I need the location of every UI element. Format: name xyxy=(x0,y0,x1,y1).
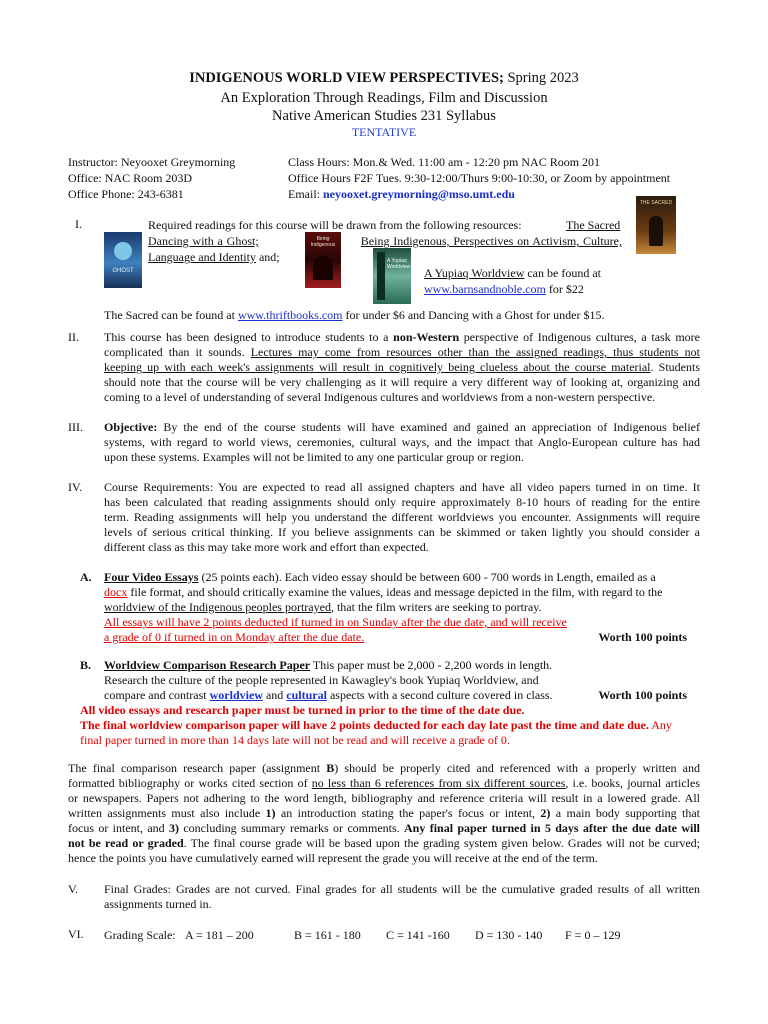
a-red-line-1: All essays will have 2 points deducted if turned in on Sunday after the due date, and will receive xyxy=(104,615,567,629)
book-the-sacred: The Sacred xyxy=(566,218,621,232)
a-text: file format, and should critically examine the values, ideas and message depicted in the film, with regard to the xyxy=(127,585,663,599)
tentative-label: TENTATIVE xyxy=(351,125,417,139)
s4-line-5: different class as this may take more work and effort than expected. xyxy=(104,540,429,554)
fp-underlined: no less than 6 references from six different sources xyxy=(311,776,566,790)
section-4-numeral: IV. xyxy=(68,480,83,494)
s2-text: complicated than it sounds. xyxy=(104,345,251,359)
office-phone: Office Phone: 243-6381 xyxy=(68,187,184,201)
fp-line-5 xyxy=(68,821,700,836)
s3-line-3: upon these systems. Examples will not be limited to any one particular group or region. xyxy=(104,450,524,464)
s3-line-2: systems, with regard to world views, ceremonies, cultural ways, and the impact that Anglo-European culture has had xyxy=(104,435,700,449)
grade-a: A = 181 – 200 xyxy=(185,928,254,942)
cover-band xyxy=(377,252,385,300)
book-dancing-with-a-ghost: Dancing with a Ghost; xyxy=(148,234,259,248)
s2-underlined: keeping up with each week's assignments will result in cognitively being clueless about the course material xyxy=(104,360,651,374)
figure-silhouette xyxy=(649,216,663,246)
term: Spring 2023 xyxy=(503,70,579,86)
b-text: compare and contrast xyxy=(104,688,210,702)
b-line-1 xyxy=(104,658,689,673)
book-line-4 xyxy=(424,281,584,297)
cover-title: THE SACRED xyxy=(639,200,673,206)
book-line-3 xyxy=(424,265,601,281)
cover-figure xyxy=(313,256,333,280)
late-policy-line-3: final paper turned in more than 14 days late will not be read and will receive a grade of 0. xyxy=(80,733,510,747)
cover-figure xyxy=(114,242,132,260)
a-red-line-2: a grade of 0 if turned in on Monday after the due date. xyxy=(104,630,365,644)
grade-d: D = 130 - 140 xyxy=(475,928,543,942)
section-1-numeral: I. xyxy=(75,217,82,231)
s2-text: This course has been designed to introduce students to a xyxy=(104,330,394,344)
fp-text: The final comparison research paper (assignment xyxy=(68,761,327,775)
docx-text: docx xyxy=(104,585,128,599)
sacred-availability xyxy=(104,307,604,323)
fp-text: a main body supporting that xyxy=(550,806,700,820)
book-line-1 xyxy=(148,233,622,249)
schedule-info xyxy=(288,154,670,202)
dancing-with-a-ghost-cover-image xyxy=(104,232,142,288)
barnes-noble-link[interactable]: www.barnsandnoble.com xyxy=(424,282,546,296)
cover-title: GHOST xyxy=(112,268,134,274)
book-yupiaq-worldview: A Yupiaq Worldview xyxy=(424,266,525,280)
final-paper-paragraph xyxy=(68,761,700,866)
email-link[interactable]: neyooxet.greymorning@mso.umt.edu xyxy=(323,187,515,201)
yupiaq-worldview-cover-image xyxy=(373,248,411,304)
s4-line-3: term. Reading assignments will help you understand the different worldviews you encounter. Assignments will require xyxy=(104,510,700,524)
section-5-numeral: V. xyxy=(68,882,79,896)
s3-text: By the end of the course students will have examined and gained an appreciation of Indigenous belief xyxy=(157,420,700,434)
s3-line-1 xyxy=(104,420,700,435)
fp-text: written assignments must also include xyxy=(68,806,266,820)
grade-c: C = 141 -160 xyxy=(386,928,450,942)
section-3-text xyxy=(104,420,700,465)
grade-f: F = 0 – 129 xyxy=(565,928,621,942)
b-line-2: Research the culture of the people represented in Kawagley's book Yupiaq Worldview, and xyxy=(104,673,539,687)
a-line-3 xyxy=(104,600,689,615)
fp-bold: 1) xyxy=(265,806,276,820)
s2-underlined: Lectures may come from resources other than the assigned readings, thus students not xyxy=(250,345,701,359)
fp-bold: 3) xyxy=(169,821,180,835)
fp-line-1 xyxy=(68,761,700,776)
fp-bold: B xyxy=(326,761,335,775)
cover-title: Being Indigenous xyxy=(310,236,336,248)
fp-text: focus or intent, and xyxy=(68,821,170,835)
late-policy-text: Any xyxy=(648,718,672,732)
document-title xyxy=(0,70,768,87)
office-hours: Office Hours F2F Tues. 9:30-12:00/Thurs 9:00-10:30, or Zoom by appointment xyxy=(288,171,671,185)
required-readings-intro: Required readings for this course will be drawn from the following resources: xyxy=(148,218,522,232)
book-being-indigenous: Being Indigenous, Perspectives on Activism, Culture, xyxy=(360,234,622,248)
s2-line-5: coming to a level of understanding of several Indigenous cultures and worldviews from a non-western perspective. xyxy=(104,390,656,404)
sacred-text: The Sacred can be found at xyxy=(104,308,238,322)
syllabus-title: Native American Studies 231 Syllabus xyxy=(272,108,496,124)
s2-line-4: should note that the course will be very challenging as it will require a very different way of looking at, organizing and xyxy=(104,375,700,389)
a-underlined: worldview of the Indigenous peoples portrayed xyxy=(104,600,331,614)
book-being-indigenous-cont: Language and Identity xyxy=(148,250,256,264)
late-policy-line-1: All video essays and research paper must be turned in prior to the time of the date due. xyxy=(80,703,525,717)
section-2-text xyxy=(104,330,700,405)
grading-scale-label: Grading Scale: xyxy=(104,928,176,942)
s4-line-1: Course Requirements: You are expected to read all assigned chapters and have all video papers turned in on time. It xyxy=(104,480,700,494)
s2-line-2 xyxy=(104,345,700,360)
fp-text: . The final course grade will be based upon the grading system given below. Grades will not be curved; xyxy=(183,836,701,850)
item-a-worth: Worth 100 points xyxy=(598,630,687,644)
class-hours: Class Hours: Mon.& Wed. 11:00 am - 12:20 pm NAC Room 201 xyxy=(288,155,601,169)
fp-line-2 xyxy=(68,776,700,791)
s5-line-1: Final Grades: Grades are not curved. Final grades for all students will be the cumulative graded results of all written xyxy=(104,882,700,896)
instructor-info xyxy=(68,154,235,202)
section-6-numeral: VI. xyxy=(68,927,84,941)
fp-line-7: hence the points you have cumulatively earned will represent the grade you will receive at the end of the term. xyxy=(68,851,598,865)
fp-bold: not be read or graded xyxy=(68,836,184,850)
subtitle: An Exploration Through Readings, Film and Discussion xyxy=(220,90,548,106)
book-line-2 xyxy=(148,249,280,265)
item-b-worth: Worth 100 points xyxy=(598,688,687,702)
course-title: INDIGENOUS WORLD VIEW PERSPECTIVES; xyxy=(189,70,504,86)
the-sacred-cover-image xyxy=(636,196,676,254)
objective-label: Objective: xyxy=(104,420,158,434)
s4-line-4: levels of serious critical thinking. If you believe assignments can be skimmed or taken lightly you should consider a xyxy=(104,525,700,539)
sacred-price-text: for under $6 and Dancing with a Ghost for under $15. xyxy=(342,308,605,322)
email-label: Email: xyxy=(288,187,323,201)
s2-text: perspective of Indigenous cultures, a task more xyxy=(459,330,700,344)
fp-text: formatted bibliography or works cited section of xyxy=(68,776,312,790)
late-policy-line-2 xyxy=(80,718,720,733)
fp-bold: Any final paper turned in 5 days after the due date will xyxy=(404,821,701,835)
instructor-name: Instructor: Neyooxet Greymorning xyxy=(68,155,236,169)
s2-line-1 xyxy=(104,330,700,345)
b-text: This paper must be 2,000 - 2,200 words in length. xyxy=(310,658,553,672)
late-policy xyxy=(80,703,720,748)
section-5-text xyxy=(104,882,700,912)
fp-text: concluding summary remarks or comments. xyxy=(179,821,405,835)
s4-line-2: has been calculated that reading assignments should only require approximately 8-10 hours of reading for the entire xyxy=(104,495,700,509)
four-video-essays-title: Four Video Essays xyxy=(104,570,199,584)
s2-text: . Students xyxy=(650,360,700,374)
s5-line-2: assignments turned in. xyxy=(104,897,212,911)
worldview-link[interactable]: worldview xyxy=(209,688,263,702)
and-text: and; xyxy=(255,250,280,264)
item-a-letter: A. xyxy=(80,570,92,584)
fp-text: an introduction stating the paper's focus or intent, xyxy=(275,806,541,820)
fp-line-4 xyxy=(68,806,700,821)
office-location: Office: NAC Room 203D xyxy=(68,171,193,185)
non-western-emphasis: non-Western xyxy=(393,330,460,344)
section-3-numeral: III. xyxy=(68,420,83,434)
found-text: can be found at xyxy=(524,266,601,280)
a-line-2 xyxy=(104,585,689,600)
bn-price: for $22 xyxy=(545,282,584,296)
cultural-link[interactable]: cultural xyxy=(286,688,327,702)
grade-b: B = 161 - 180 xyxy=(294,928,361,942)
item-b-letter: B. xyxy=(80,658,92,672)
section-4-text xyxy=(104,480,700,555)
b-text: aspects with a second culture covered in class. xyxy=(326,688,553,702)
s2-line-3 xyxy=(104,360,700,375)
a-line-1 xyxy=(104,570,689,585)
a-text: , that the film writers are seeking to portray. xyxy=(330,600,542,614)
thriftbooks-link[interactable]: www.thriftbooks.com xyxy=(237,308,343,322)
cover-title: A Yupiaq Worldview xyxy=(387,258,410,270)
late-policy-bold: The final worldview comparison paper will have 2 points deducted for each day late past the time and date due. xyxy=(80,718,649,732)
b-text: and xyxy=(262,688,287,702)
a-text: (25 points each). Each video essay should be between 600 - 700 words in Length, emailed as a xyxy=(198,570,656,584)
fp-bold: 2) xyxy=(540,806,551,820)
research-paper-title: Worldview Comparison Research Paper xyxy=(104,658,311,672)
fp-line-3: or newspapers. Papers not adhering to the word length, bibliography and reference criteria will result in a lowered grade. All xyxy=(68,791,700,805)
section-2-numeral: II. xyxy=(68,330,79,344)
fp-text: ) should be properly cited and referenced with a properly written and xyxy=(334,761,700,775)
email-line xyxy=(288,186,670,202)
fp-text: , i.e. books, journal articles xyxy=(565,776,701,790)
fp-line-6 xyxy=(68,836,700,851)
